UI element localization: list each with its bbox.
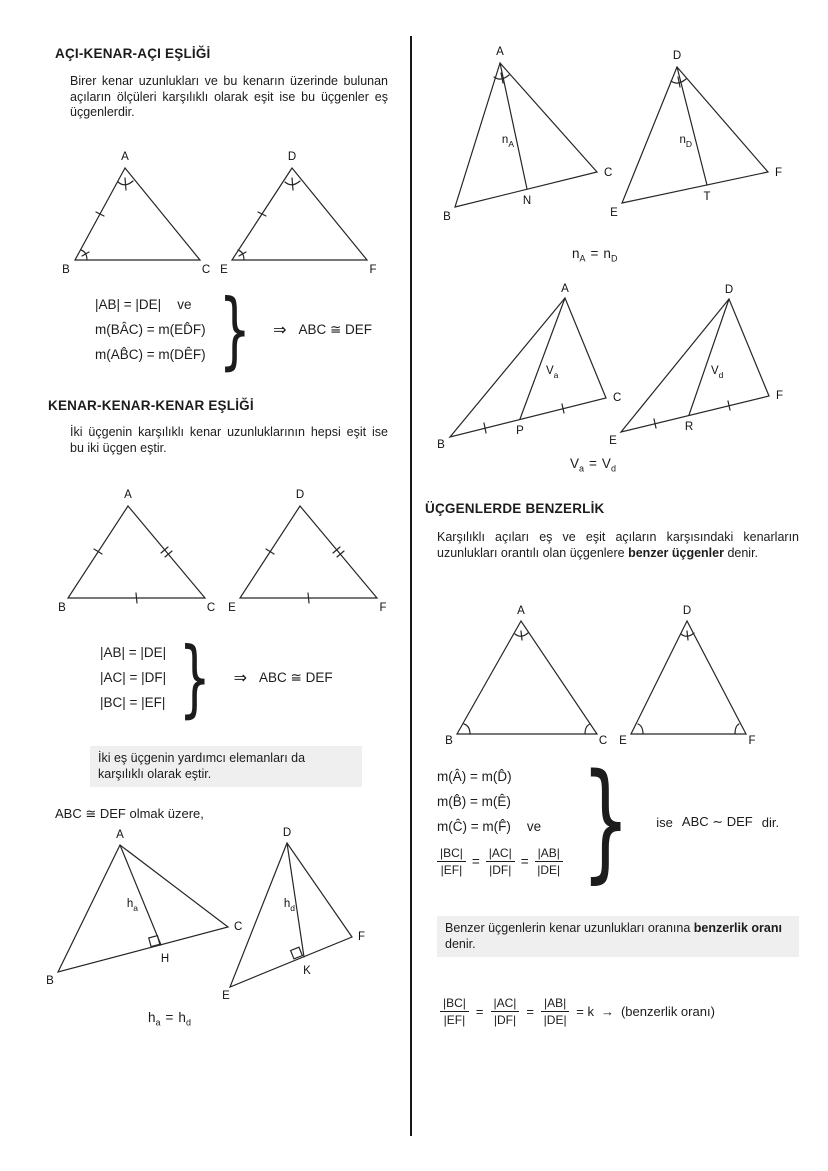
vertex-label-e: E: [220, 264, 228, 276]
cevian-equality: [572, 246, 617, 264]
implies-arrow: ⇒: [273, 322, 287, 339]
vertex-label-e: E: [609, 435, 617, 447]
vertex-label-b: B: [445, 735, 453, 747]
formula-line: |BC| = |EF|: [100, 695, 166, 710]
altitude-equality: [148, 1010, 191, 1028]
median-label-va: [546, 365, 559, 380]
altitude-label-ha: [127, 898, 138, 913]
triangle-abc-median: [437, 283, 621, 451]
cevian-na-line: [500, 63, 527, 189]
vertex-label-d: D: [282, 827, 292, 839]
vertex-label-f: F: [775, 167, 783, 179]
triangle-def: [619, 605, 755, 747]
kkk-formula-lines: [100, 643, 166, 713]
equals-sign: =: [590, 246, 599, 261]
vertex-label-c: C: [234, 921, 243, 933]
median-symbol: V: [546, 365, 554, 377]
kkk-heading: KENAR-KENAR-KENAR EŞLİĞİ: [48, 398, 254, 413]
eq-base: n: [603, 246, 611, 261]
median-label-vd: [711, 365, 724, 380]
triangle-def-outline: [622, 67, 768, 203]
eq-sub: A: [579, 253, 586, 264]
aka-paragraph: Birer kenar uzunlukları ve bu kenarın üzerinde bulunan açıların ölçüleri karşılıklı olarak eşit ise bu üçgenler eş üçgenlerdir.: [70, 74, 388, 119]
eq-sub: a: [579, 463, 585, 474]
vertex-label-c: C: [201, 264, 211, 276]
angle-tick-a: [125, 178, 126, 190]
bold-term: benzer üçgenler: [628, 545, 724, 560]
vertex-label-c: C: [613, 392, 622, 404]
triangle-abc-outline: [75, 168, 200, 260]
ratio-label: (benzerlik oranı): [620, 1004, 715, 1019]
tick-side-de: [258, 212, 266, 216]
angle-mark-f: [735, 724, 739, 734]
congruence-result: ABC ≅ DEF: [298, 322, 373, 337]
aka-formula: [95, 281, 373, 379]
right-brace: }: [581, 747, 630, 896]
triangle-abc-outline: [450, 298, 606, 437]
vertex-label-d: D: [295, 489, 305, 501]
vertex-label-d: D: [724, 284, 734, 296]
vertex-label-a: A: [561, 283, 569, 295]
equals-sign: =: [520, 854, 529, 869]
triangle-abc-outline: [68, 506, 205, 598]
vertex-label-f: F: [748, 735, 756, 747]
eq-base: V: [570, 456, 580, 471]
figure-altitudes: [45, 827, 375, 1005]
benzerlik-heading: ÜÇGENLERDE BENZERLİK: [425, 501, 605, 516]
cevian-subscript: A: [508, 139, 514, 149]
column-divider: [410, 36, 412, 1136]
frac-num: |AC|: [491, 996, 520, 1012]
similarity-formula-lines: [437, 767, 563, 877]
fraction-bc-ef: [437, 846, 466, 877]
eq-base: V: [601, 456, 611, 471]
vertex-label-b: B: [443, 211, 451, 223]
formula-line: |AB| = |DE|: [100, 645, 167, 660]
vertex-label-e: E: [619, 735, 627, 747]
kkk-formula: [100, 629, 333, 727]
ve-text: ve: [177, 297, 192, 312]
figure-asa-triangles: [58, 146, 388, 278]
benzerlik-paragraph: [437, 530, 799, 561]
frac-num: |AB|: [535, 846, 563, 862]
vertex-label-a: A: [496, 46, 504, 58]
cevian-label-na: [502, 134, 514, 149]
ve-text: ve: [526, 819, 542, 834]
given-statement: ABC ≅ DEF olmak üzere,: [55, 806, 204, 821]
triangle-abc: [445, 605, 607, 747]
similarity-formula: [437, 747, 780, 896]
formula-line: m(Â) = m(D̂): [437, 769, 512, 784]
tick-side-de: [266, 549, 274, 554]
eq-sub: a: [155, 1017, 161, 1028]
cevian-symbol: n: [501, 134, 509, 146]
kkk-paragraph: İki üçgenin karşılıklı kenar uzunluklarının hepsi eşit ise bu iki üçgen eştir.: [70, 425, 388, 455]
right-angle-mark-h: [149, 936, 160, 947]
vertex-label-e: E: [228, 602, 236, 614]
eq-base: n: [572, 246, 580, 261]
triangle-abc: [62, 151, 210, 276]
frac-den: |EF|: [440, 863, 463, 877]
eq-ab-de: |AB| = |DE|: [95, 297, 162, 312]
frac-den: |DF|: [493, 1013, 517, 1027]
cevian-symbol: n: [679, 134, 686, 146]
vertex-label-b: B: [62, 264, 70, 276]
ratio-row: [437, 846, 563, 877]
figure-medians-v: [430, 283, 786, 451]
fraction-ab-de: [535, 846, 563, 877]
vertex-label-f: F: [369, 264, 377, 276]
foot-label-k: K: [303, 965, 311, 977]
paragraph-text: denir.: [445, 936, 476, 951]
vertex-label-d: D: [287, 151, 297, 163]
cevian-label-nd: [679, 134, 692, 149]
altitude-label-hd: [284, 898, 295, 913]
figure-sss-triangles: [60, 488, 390, 620]
fraction-ab-de: [541, 996, 569, 1027]
angle-mark-e: [638, 724, 643, 734]
tick-side-ef: [308, 593, 309, 603]
aka-heading: AÇI-KENAR-AÇI EŞLİĞİ: [55, 46, 211, 61]
vertex-label-a: A: [124, 489, 132, 501]
triangle-def-median: [609, 284, 783, 447]
right-angle-mark-k: [291, 947, 303, 959]
implies-arrow: ⇒: [233, 670, 248, 687]
cevian-subscript: D: [685, 139, 692, 149]
vertex-label-f: F: [358, 931, 366, 943]
altitude-symbol: h: [283, 898, 291, 910]
paragraph-text: Karşılıklı açıları eş ve eşit açıların karşısındaki kenarların uzunlukları orantılı olan üçgenlere: [437, 530, 799, 560]
equals-sign: =: [526, 1004, 534, 1019]
eq-sub: d: [185, 1017, 191, 1028]
vertex-label-a: A: [116, 829, 124, 841]
fraction-ac-df: [491, 996, 520, 1027]
median-subscript: a: [553, 370, 559, 380]
right-brace: }: [178, 629, 211, 727]
ise-text: ise: [656, 814, 673, 830]
altitude-subscript: d: [290, 903, 295, 913]
congruence-result: ABC ≅ DEF: [259, 670, 333, 685]
angle-tick-a: [521, 631, 522, 640]
median-va-line: [520, 298, 565, 419]
vertex-label-e: E: [222, 990, 230, 1002]
vertex-label-b: B: [58, 602, 66, 614]
aux-elements-note: İki eş üçgenin yardımcı elemanları da karşılıklı olarak eştir.: [90, 746, 362, 787]
frac-num: |BC|: [440, 996, 469, 1012]
vertex-label-d: D: [672, 50, 682, 62]
equals-sign: =: [475, 1004, 484, 1019]
formula-line: m(BÂC) = m(ED̂F): [95, 322, 206, 337]
triangle-def: [220, 151, 376, 276]
formula-line: [95, 295, 206, 315]
benzerlik-orani-note: [437, 916, 799, 957]
vertex-label-b: B: [46, 975, 54, 987]
tick-side-ab: [96, 212, 104, 216]
angle-tick-d: [687, 631, 688, 640]
equals-sign: =: [165, 1010, 174, 1025]
frac-den: |DE|: [543, 1013, 567, 1027]
triangle-abc-cevian: [443, 46, 612, 223]
triangle-def-outline: [621, 299, 769, 432]
vertex-label-e: E: [610, 207, 618, 219]
vertex-label-a: A: [517, 605, 525, 617]
triangle-def-cevian: [610, 50, 782, 219]
fraction-ac-df: [486, 846, 515, 877]
midpoint-label-p: P: [516, 425, 524, 437]
vertex-label-f: F: [379, 602, 387, 614]
equals-sign: =: [471, 854, 480, 869]
median-subscript: d: [718, 370, 724, 380]
formula-line: m(AB̂C) = m(DÊF): [95, 347, 206, 362]
frac-num: |AB|: [541, 996, 569, 1012]
vertex-label-c: C: [604, 167, 613, 179]
midpoint-label-r: R: [684, 421, 694, 433]
triangle-def-outline: [230, 843, 352, 987]
formula-line: m(B̂) = m(Ê): [437, 794, 511, 809]
eq-base: h: [178, 1010, 186, 1025]
vertex-label-c: C: [206, 602, 216, 614]
formula-line: |AC| = |DF|: [100, 670, 167, 685]
frac-num: |AC|: [486, 846, 515, 862]
figure-cevians-n: [432, 46, 782, 224]
figure-similar-triangles: [445, 607, 765, 749]
similarity-result: [656, 814, 779, 830]
frac-den: |DF|: [489, 863, 512, 877]
frac-den: |DE|: [537, 863, 561, 877]
angle-tick-d: [292, 178, 293, 190]
equals-k: = k: [576, 1004, 594, 1019]
foot-label-h: H: [160, 953, 170, 965]
arrow-right-icon: →: [600, 1004, 614, 1019]
vertex-label-c: C: [598, 735, 608, 747]
tick-side-ab: [94, 549, 102, 554]
angle-mark-c: [585, 724, 590, 734]
right-brace: }: [218, 281, 251, 379]
vertex-label-a: A: [121, 151, 129, 163]
formula-line: [437, 817, 563, 837]
equals-sign: =: [589, 456, 597, 471]
bold-term: benzerlik oranı: [693, 921, 782, 935]
median-equality: [570, 456, 616, 474]
dir-text: dir.: [761, 814, 780, 830]
median-vd-line: [689, 299, 729, 415]
foot-label-t: T: [703, 191, 711, 203]
paragraph-text: Benzer üçgenlerin kenar uzunlukları oranına: [445, 921, 694, 935]
frac-num: |BC|: [437, 846, 466, 862]
triangle-def-outline: [240, 506, 377, 598]
triangle-abc-outline: [58, 845, 228, 972]
eq-sub: D: [610, 253, 618, 264]
vertex-label-f: F: [776, 390, 784, 402]
benzerlik-orani-formula: [440, 996, 715, 1027]
angle-equality: m(Ĉ) = m(F̂): [437, 819, 511, 834]
triangle-abc: [58, 489, 215, 614]
aka-formula-lines: [95, 295, 206, 365]
fraction-bc-ef: [440, 996, 469, 1027]
frac-den: |EF|: [443, 1013, 466, 1027]
triangle-def-altitude: [222, 827, 365, 1002]
eq-sub: d: [610, 463, 616, 474]
foot-label-n: N: [522, 195, 532, 207]
vertex-label-b: B: [437, 439, 445, 451]
altitude-subscript: a: [133, 903, 138, 913]
triangle-def: [228, 489, 386, 614]
altitude-symbol: h: [126, 898, 134, 910]
angle-mark-b: [464, 724, 470, 734]
triangle-abc-altitude: [46, 829, 242, 987]
paragraph-text: denir.: [723, 545, 759, 560]
triangle-abc-outline: [457, 621, 597, 734]
eq-base: h: [148, 1010, 156, 1025]
tick-side-bc: [136, 593, 137, 603]
triangle-def-outline: [631, 621, 746, 734]
vertex-label-d: D: [682, 605, 692, 617]
similar-triangles-statement: ABC ∼ DEF: [681, 814, 753, 829]
median-symbol: V: [711, 365, 719, 377]
